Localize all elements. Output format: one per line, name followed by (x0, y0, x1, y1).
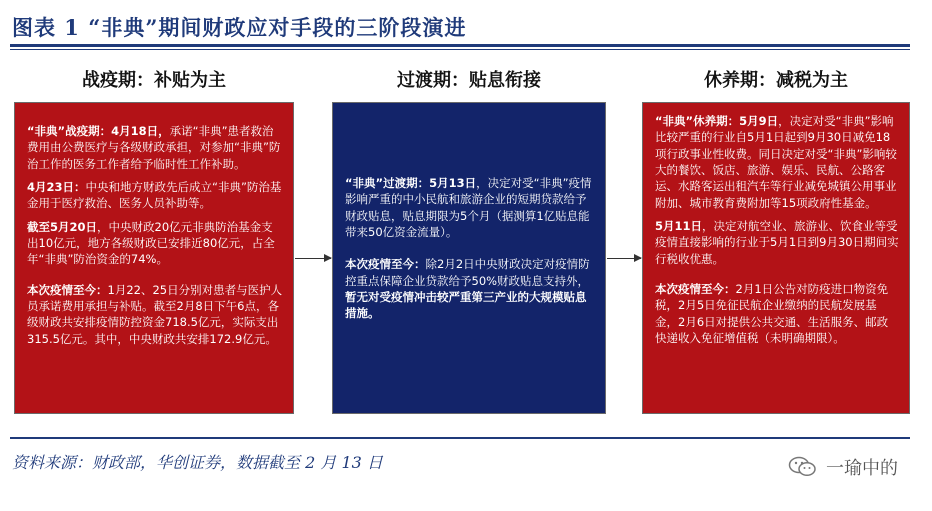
box-paragraph: 本次疫情至今：2月1日公告对防疫进口物资免税，2月5日免征民航企业缴纳的民航发展基金，2月6日对提供公共交通、生活服务、邮政快递收入免征增值税（未明确期限）。 (655, 281, 889, 345)
watermark-text: 一瑜中的 (826, 458, 898, 479)
figure-title: 图表 1 “非典”期间财政应对手段的三阶段演进 (12, 15, 467, 40)
stage-heading-transition: 过渡期：贴息衔接 (397, 70, 541, 91)
watermark (788, 454, 898, 480)
box-paragraph: “非典”过渡期：5月13日，决定对受“非典”疫情影响严重的中小民航和旅游企业的短期贷款给予财政贴息，贴息期限为5个月（据测算1亿贴息能带来50亿资金流量）。 (345, 176, 592, 239)
box-paragraph: 本次疫情至今：1月22、25日分别对患者与医护人员承诺费用承担与补贴。截至2月8日下午6点，各级财政共安排疫情防控资金718.5亿元，实际支出315.5亿元。其中，中央财政共安排172.9亿元。 (27, 282, 283, 346)
box-paragraph: 截至5月20日，中央财政20亿元非典防治基金支出10亿元，地方各级财政已安排近80亿元，占全年“非典”防治资金的74%。 (27, 219, 275, 267)
title-rule (10, 44, 910, 47)
box-paragraph: 本次疫情至今：除2月2日中央财政决定对疫情防控重点保障企业贷款给予50%财政贴息支持外，暂无对受疫情冲击较严重第三产业的大规模贴息措施。 (345, 257, 590, 321)
stage-box-transition (332, 102, 606, 414)
stage-box-combat (14, 102, 294, 414)
arrow-right (607, 258, 641, 259)
box-paragraph: 4月23日：中央和地方财政先后成立“非典”防治基金用于医疗救治、医务人员补助等。 (27, 179, 282, 211)
stage-heading-recovery: 休养期：减税为主 (704, 70, 848, 91)
box-paragraph: “非典”战疫期：4月18日，承诺“非典”患者救治费用由公费医疗与各级财政承担，对参加“非典”防治工作的医务工作者给予临时性工作补助。 (27, 124, 281, 171)
arrow-right (295, 258, 331, 259)
wechat-icon (788, 455, 818, 479)
source-note: 资料来源：财政部，华创证券，数据截至 2 月 13 日 (12, 453, 383, 472)
source-rule (10, 437, 910, 439)
title-rule-thin (10, 49, 910, 50)
stage-box-recovery (642, 102, 910, 414)
box-paragraph: “非典”休养期：5月9日，决定对受“非典”影响比较严重的行业自5月1日起到9月30日减免18项行政事业性收费。同日决定对受“非典”影响较大的餐饮、饭店、旅游、娱乐、民航、公路客运、水路客运出租汽车等行业减免城镇公用事业附加、城市教育费附加等15项政府性基金。 (655, 114, 897, 210)
box-paragraph: 5月11日，决定对航空业、旅游业、饮食业等受疫情直接影响的行业于5月1日到9月30日期间实行税收优惠。 (655, 218, 899, 266)
stage-heading-combat: 战疫期：补贴为主 (82, 70, 226, 91)
